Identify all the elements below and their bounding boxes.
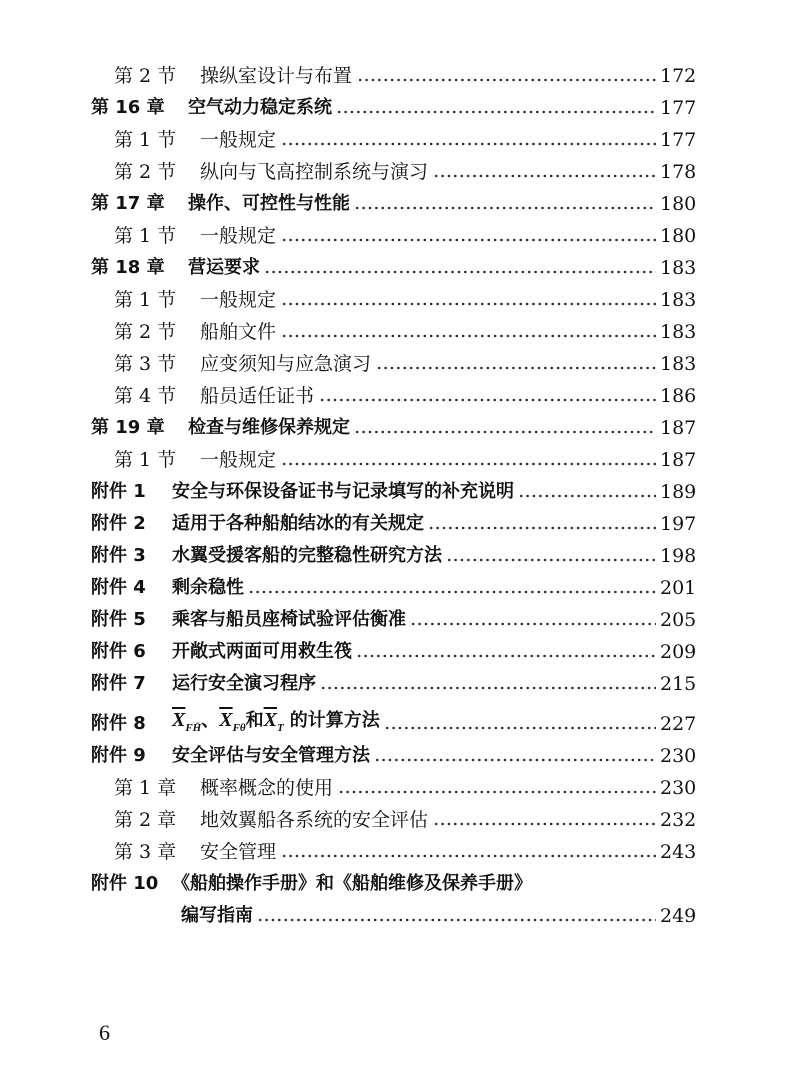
toc-entry-number: 附件 7 xyxy=(91,673,146,694)
toc-entry-page: 230 xyxy=(660,745,697,767)
toc-entry-label xyxy=(91,476,514,508)
toc-entry-label xyxy=(91,572,244,604)
toc-entry-number: 第 1 节 xyxy=(114,449,177,471)
toc-entry-page: 183 xyxy=(660,257,697,279)
toc-entry-label xyxy=(181,900,253,932)
dot-leader xyxy=(319,380,656,412)
formula-part: FH̄ xyxy=(185,722,202,734)
toc-entry xyxy=(0,124,790,156)
toc-entry-page: 177 xyxy=(660,97,697,119)
toc-entry-title: 概率概念的使用 xyxy=(200,777,334,799)
toc-entry xyxy=(0,412,790,444)
toc-entry-title: 应变须知与应急演习 xyxy=(200,353,372,375)
toc-entry-page: 189 xyxy=(660,481,697,503)
toc-entry-number: 附件 1 xyxy=(91,481,146,502)
toc-entry-title: 操作、可控性与性能 xyxy=(188,193,350,214)
dot-leader xyxy=(410,604,656,636)
dot-leader xyxy=(433,156,656,188)
toc-entry-title: 剩余稳性 xyxy=(172,577,244,598)
toc-entry-page: 180 xyxy=(660,225,697,247)
toc-entry-title: 乘客与船员座椅试验评估衡准 xyxy=(172,609,406,630)
toc-entry-page: 172 xyxy=(660,65,697,87)
toc-entry-title: 检查与维修保养规定 xyxy=(188,417,350,438)
toc-entry-label xyxy=(91,540,442,572)
toc-entry-number: 附件 5 xyxy=(91,609,146,630)
toc-entry-label xyxy=(114,156,428,188)
dot-leader xyxy=(374,740,656,772)
formula-part: T xyxy=(276,722,284,734)
toc-entry-number: 附件 6 xyxy=(91,641,146,662)
toc-entry xyxy=(0,868,790,900)
toc-entry-page: 177 xyxy=(660,129,697,151)
toc-entry-page: 178 xyxy=(660,161,697,183)
toc-entry-number: 第 2 章 xyxy=(114,809,177,831)
toc-entry-page: 205 xyxy=(660,609,697,631)
toc-entry-number: 第 16 章 xyxy=(91,97,165,118)
toc-entry-page: 249 xyxy=(660,905,697,927)
toc-entry-title: 安全评估与安全管理方法 xyxy=(172,745,370,766)
toc-entry xyxy=(0,668,790,700)
dot-leader xyxy=(281,284,656,316)
toc-entry-number: 第 1 节 xyxy=(114,289,177,311)
toc-entry xyxy=(0,60,790,92)
toc-entry-page: 187 xyxy=(660,449,697,471)
toc-entry-number: 附件 2 xyxy=(91,513,146,534)
toc-entry-page: 180 xyxy=(660,193,697,215)
toc-entry xyxy=(0,572,790,604)
toc-entry-label xyxy=(114,772,333,804)
toc-entry-page: 243 xyxy=(660,841,697,863)
toc-entry-label xyxy=(114,316,276,348)
dot-leader xyxy=(446,540,656,572)
dot-leader xyxy=(357,60,656,92)
toc-entry-label xyxy=(91,252,260,284)
toc-entry xyxy=(0,772,790,804)
toc-entry-number: 第 19 章 xyxy=(91,417,165,438)
formula-part: $\overline{X}$ xyxy=(219,709,233,731)
toc-entry-number: 第 17 章 xyxy=(91,193,165,214)
dot-leader xyxy=(336,92,656,124)
toc-entry-number: 附件 3 xyxy=(91,545,146,566)
toc-entry xyxy=(0,540,790,572)
toc-entry xyxy=(0,348,790,380)
toc-entry-page: 209 xyxy=(660,641,697,663)
toc-entry-label xyxy=(114,804,428,836)
toc-entry-page: 198 xyxy=(660,545,697,567)
toc-entry-title: 船员适任证书 xyxy=(200,385,315,407)
toc-entry xyxy=(0,252,790,284)
toc-entry-number: 第 2 节 xyxy=(114,321,177,343)
toc-entry-title: 安全与环保设备证书与记录填写的补充说明 xyxy=(172,481,514,502)
toc-entry xyxy=(0,836,790,868)
formula-part: 的计算方法 xyxy=(289,710,380,731)
dot-leader xyxy=(428,508,656,540)
toc-entry-label xyxy=(114,220,276,252)
toc-entry-label xyxy=(91,636,352,668)
formula-part: Fθ xyxy=(232,722,246,734)
toc-entry xyxy=(0,220,790,252)
toc-entry-label xyxy=(114,444,276,476)
toc-entry xyxy=(0,92,790,124)
toc-entry-title: 地效翼船各系统的安全评估 xyxy=(200,809,429,831)
toc-entry xyxy=(0,156,790,188)
toc-entry-title: 一般规定 xyxy=(200,225,277,247)
toc-entry-title: 船舶文件 xyxy=(200,321,277,343)
formula-part: $\overline{X}$ xyxy=(263,709,277,731)
dot-leader xyxy=(264,252,656,284)
dot-leader xyxy=(281,220,656,252)
toc-entry-page: 215 xyxy=(660,673,697,695)
toc-entry-page: 187 xyxy=(660,417,697,439)
toc-entry-title: 营运要求 xyxy=(188,257,260,278)
toc-entry-title: 纵向与飞高控制系统与演习 xyxy=(200,161,429,183)
toc-entry-title: 《船舶操作手册》和《船舶维修及保养手册》 xyxy=(172,873,532,894)
toc-entry-label xyxy=(91,704,380,744)
dot-leader xyxy=(320,668,656,700)
toc-entry-label xyxy=(114,836,276,868)
dot-leader xyxy=(281,316,656,348)
toc-entry-page: 183 xyxy=(660,289,697,311)
formula-part: 和 xyxy=(245,710,264,731)
toc-entry-title: 水翼受援客船的完整稳性研究方法 xyxy=(172,545,442,566)
toc-entry-label xyxy=(91,668,316,700)
toc-entry-label xyxy=(91,508,424,540)
toc-entry-number: 第 18 章 xyxy=(91,257,165,278)
toc-entry-number: 第 4 节 xyxy=(114,385,177,407)
toc-entry-label xyxy=(114,284,276,316)
toc-entry-title: 一般规定 xyxy=(200,289,277,311)
dot-leader xyxy=(281,836,656,868)
toc-entry xyxy=(0,636,790,668)
dot-leader xyxy=(281,444,656,476)
toc-entry-label xyxy=(114,124,276,156)
toc-entry xyxy=(0,380,790,412)
toc-entry-label xyxy=(91,868,532,900)
toc-entry-number: 第 1 节 xyxy=(114,129,177,151)
toc-entry xyxy=(0,804,790,836)
toc-entry xyxy=(0,604,790,636)
toc-entry-title: 空气动力稳定系统 xyxy=(188,97,332,118)
dot-leader xyxy=(354,412,656,444)
toc-entry-title: 运行安全演习程序 xyxy=(172,673,316,694)
toc-entry-label xyxy=(91,188,350,220)
toc-entry-label xyxy=(91,740,370,772)
toc-entry-label xyxy=(91,92,332,124)
toc-entry-label xyxy=(114,60,352,92)
dot-leader xyxy=(354,188,656,220)
toc-entry-label xyxy=(114,348,371,380)
dot-leader xyxy=(376,348,656,380)
dot-leader xyxy=(384,708,656,740)
toc-entry-title: 开敞式两面可用救生筏 xyxy=(172,641,352,662)
formula-part: $\overline{X}$ xyxy=(172,709,186,731)
toc-entry xyxy=(0,508,790,540)
toc-entry-title xyxy=(172,704,380,744)
toc-entry-number: 第 1 章 xyxy=(114,777,177,799)
toc-entry-label xyxy=(114,380,314,412)
toc-entry-page: 227 xyxy=(660,713,697,735)
toc-entry-number: 第 2 节 xyxy=(114,161,177,183)
toc-entry xyxy=(0,188,790,220)
toc-entry-page: 197 xyxy=(660,513,697,535)
toc-entry-number: 第 3 节 xyxy=(114,353,177,375)
toc-entry-number: 第 2 节 xyxy=(114,65,177,87)
toc-entry-page: 183 xyxy=(660,353,697,375)
dot-leader xyxy=(257,900,656,932)
dot-leader xyxy=(518,476,656,508)
toc-entry xyxy=(0,708,790,740)
toc-entry-number: 附件 8 xyxy=(91,713,146,734)
dot-leader xyxy=(248,572,656,604)
dot-leader xyxy=(281,124,656,156)
toc-entry-title: 适用于各种船舶结冰的有关规定 xyxy=(172,513,424,534)
toc-entry xyxy=(0,900,790,932)
toc-entry-title: 一般规定 xyxy=(200,129,277,151)
toc-entry-title: 一般规定 xyxy=(200,449,277,471)
toc-entry xyxy=(0,740,790,772)
page-number: 6 xyxy=(99,1020,110,1045)
toc-entry xyxy=(0,316,790,348)
toc-entry-title: 安全管理 xyxy=(200,841,277,863)
toc-entry-number: 附件 10 xyxy=(91,873,159,894)
dot-leader xyxy=(356,636,656,668)
dot-leader xyxy=(338,772,656,804)
toc-entry xyxy=(0,476,790,508)
toc-entry-title: 编写指南 xyxy=(181,905,253,926)
toc-entry xyxy=(0,444,790,476)
toc-entry-page: 183 xyxy=(660,321,697,343)
toc-entry-page: 186 xyxy=(660,385,697,407)
toc-entry-title: 操纵室设计与布置 xyxy=(200,65,353,87)
formula-part: 、 xyxy=(201,710,220,731)
toc-entry-page: 201 xyxy=(660,577,697,599)
toc-entry-number: 第 1 节 xyxy=(114,225,177,247)
toc-entry-number: 第 3 章 xyxy=(114,841,177,863)
toc-entry-page: 232 xyxy=(660,809,697,831)
dot-leader xyxy=(433,804,656,836)
toc-entry-number: 附件 4 xyxy=(91,577,146,598)
toc-entry xyxy=(0,284,790,316)
toc-entry-label xyxy=(91,412,350,444)
toc-entry-page: 230 xyxy=(660,777,697,799)
toc-entry-number: 附件 9 xyxy=(91,745,146,766)
toc-entry-label xyxy=(91,604,406,636)
